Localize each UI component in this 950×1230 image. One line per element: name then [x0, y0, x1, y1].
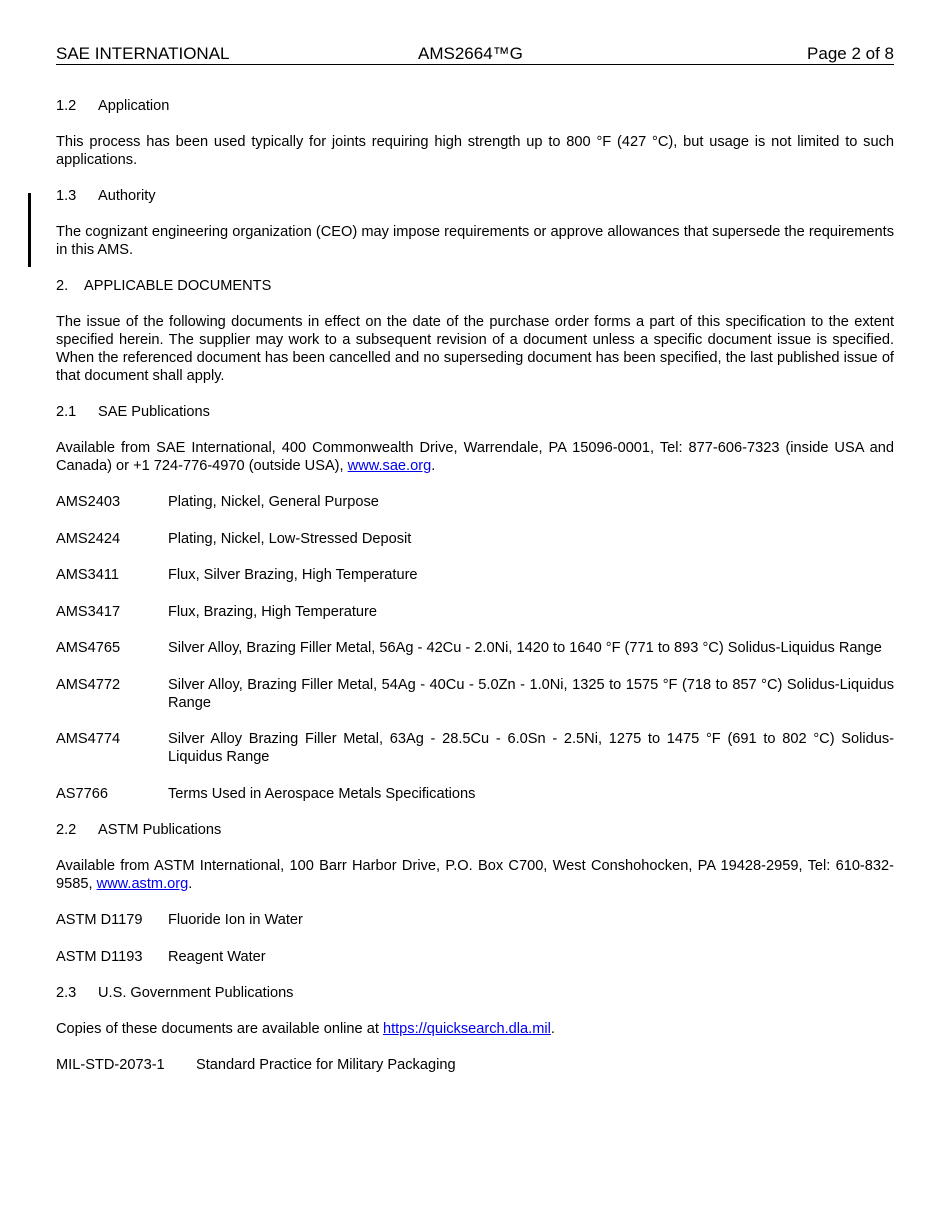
section-title: U.S. Government Publications: [98, 985, 294, 1001]
reference-title: Plating, Nickel, Low-Stressed Deposit: [168, 530, 412, 547]
section-heading-2-3: [56, 984, 894, 1002]
header-organization: SAE INTERNATIONAL: [56, 44, 230, 63]
sae-availability-paragraph: [56, 439, 894, 475]
quicksearch-link[interactable]: https://quicksearch.dla.mil: [382, 1021, 551, 1037]
period: .: [550, 1021, 555, 1037]
reference-title: Silver Alloy, Brazing Filler Metal, 54Ag - 40Cu - 5.0Zn - 1.0Ni, 1325 to 1575 °F (718 to 857 °C) Solidus-Liquidus Range: [168, 676, 894, 711]
reference-title: Fluoride Ion in Water: [168, 912, 303, 928]
reference-title: Silver Alloy Brazing Filler Metal, 63Ag - 28.5Cu - 6.0Sn - 2.5Ni, 1275 to 1475 °F (691 to 802 °C) Solidus-Liquidus Range: [168, 731, 894, 765]
astm-availability-text: Available from ASTM International, 100 Barr Harbor Drive, P.O. Box C700, West Conshohocken, PA 19428-2959, Tel: 610-832-9585,: [56, 858, 894, 892]
reference-code: AMS4774: [56, 731, 121, 747]
reference-title: Terms Used in Aerospace Metals Specifications: [168, 785, 476, 802]
header-document-id: AMS2664™G: [418, 44, 523, 63]
section-number: 1.3: [56, 188, 77, 204]
reference-item: [56, 676, 894, 712]
section-title: Authority: [98, 188, 156, 204]
section-number: 2.3: [56, 985, 77, 1001]
reference-code: ASTM D1193: [56, 948, 143, 965]
section-number: 1.2: [56, 98, 77, 114]
section-heading-2: [56, 277, 894, 295]
period: .: [431, 458, 436, 474]
reference-item: [56, 603, 894, 621]
section-title: APPLICABLE DOCUMENTS: [84, 278, 272, 294]
period: .: [188, 876, 193, 892]
section-heading-2-1: [56, 403, 894, 421]
revision-change-bar: [28, 193, 31, 267]
reference-code: AS7766: [56, 785, 108, 802]
reference-title: Silver Alloy, Brazing Filler Metal, 56Ag - 42Cu - 2.0Ni, 1420 to 1640 °F (771 to 893 °C) Solidus-Liquidus Range: [168, 640, 882, 656]
page-header: [56, 44, 894, 65]
header-page-number: Page 2 of 8: [807, 44, 894, 63]
reference-item: [56, 730, 894, 766]
reference-code: AMS3417: [56, 603, 121, 620]
sae-availability-text: Available from SAE International, 400 Commonwealth Drive, Warrendale, PA 15096-0001, Tel: 877-606-7323 (inside USA and Canada) or +1 724-776-4970 (outside USA),: [56, 440, 894, 474]
reference-code: AMS3411: [56, 567, 120, 583]
section-heading-1-2: [56, 97, 894, 115]
astm-website-link[interactable]: www.astm.org: [96, 876, 189, 892]
reference-title: Plating, Nickel, General Purpose: [168, 494, 379, 510]
authority-paragraph: The cognizant engineering organization (CEO) may impose requirements or approve allowances that supersede the requirements in this AMS.: [56, 224, 894, 258]
reference-code: AMS4772: [56, 676, 121, 693]
section-heading-2-2: [56, 821, 894, 839]
section-title: SAE Publications: [98, 404, 210, 420]
reference-code: MIL-STD-2073-1: [56, 1057, 165, 1073]
reference-code: ASTM D1179: [56, 912, 143, 928]
reference-item: [56, 911, 894, 929]
applicable-documents-paragraph: The issue of the following documents in effect on the date of the purchase order forms a part of this specification to the extent specified herein. The supplier may work to a subsequent revision of a document unless a specific document issue is specified. When the referenced document has been cancelled and no superseding document has been specified, the last published issue of that document shall apply.: [56, 314, 894, 384]
section-title: Application: [98, 98, 170, 114]
government-availability-text: Copies of these documents are available online at: [56, 1021, 383, 1037]
reference-item: [56, 566, 894, 584]
section-heading-1-3: [56, 187, 894, 205]
reference-item: [56, 1056, 894, 1074]
section-title: ASTM Publications: [98, 822, 222, 838]
government-availability-paragraph: [56, 1020, 894, 1038]
document-body: [56, 97, 894, 1093]
reference-item: [56, 948, 894, 966]
reference-code: AMS2403: [56, 494, 121, 510]
reference-item: [56, 530, 894, 548]
reference-item: [56, 639, 894, 657]
reference-title: Standard Practice for Military Packaging: [196, 1057, 456, 1073]
sae-website-link[interactable]: www.sae.org: [347, 458, 432, 474]
reference-code: AMS2424: [56, 530, 121, 547]
reference-code: AMS4765: [56, 640, 121, 656]
section-number: 2.2: [56, 822, 77, 838]
astm-availability-paragraph: [56, 857, 894, 893]
reference-item: [56, 493, 894, 511]
section-number: 2.1: [56, 404, 77, 420]
section-number: 2.: [56, 278, 69, 294]
reference-title: Reagent Water: [168, 948, 266, 965]
reference-item: [56, 785, 894, 803]
application-paragraph: This process has been used typically for joints requiring high strength up to 800 °F (427 °C), but usage is not limited to such applications.: [56, 134, 894, 168]
reference-title: Flux, Silver Brazing, High Temperature: [168, 567, 418, 583]
reference-title: Flux, Brazing, High Temperature: [168, 603, 378, 620]
